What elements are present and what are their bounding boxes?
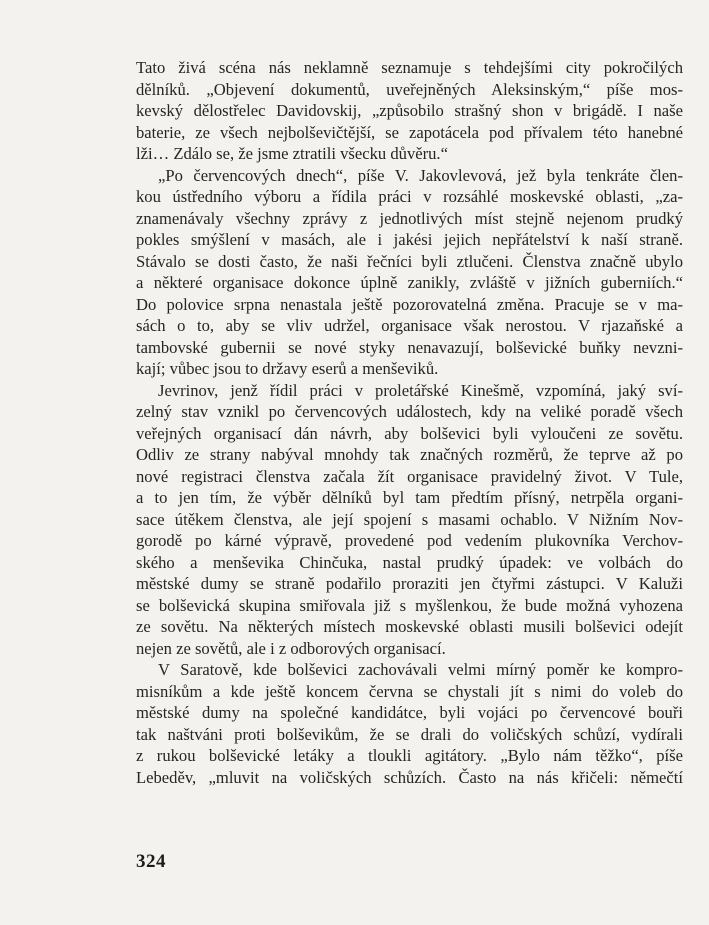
text-line: z rukou bolševické letáky a tloukli agitátory. „Bylo nám těžko“, píše	[136, 746, 683, 765]
text-line: ského a menševika Chinčuka, nastal prudký úpadek: ve volbách do	[136, 552, 683, 572]
text-line: a některé organisace dokonce úplně zanikly, zvláště v jižních guberniích.“	[136, 273, 683, 292]
text-line: sace útěkem členstva, ale její spojení s masami ochablo. V Nižním Nov-	[136, 509, 683, 529]
text-line: nejen ze sovětů, ale i z odborových organisací.	[136, 638, 446, 658]
text-line: Odliv ze strany nabýval mnohdy tak značných rozměrů, že teprve až po	[136, 445, 683, 464]
text-line: Jevrinov, jenž řídil práci v proletářské Kinešmě, vzpomíná, jaký sví-	[158, 380, 683, 400]
text-line: Tato živá scéna nás neklamně seznamuje s tehdejšími city pokročilých	[136, 58, 683, 77]
text-line: znamenávaly všechny zprávy z jednotlivých míst stejně nejenom prudký	[136, 208, 683, 228]
text-line: kají; vůbec jsou to državy eserů a menševiků.	[136, 359, 439, 378]
text-line: zelný stav vznikl po červencových událostech, kdy na veliké poradě všech	[136, 402, 683, 421]
text-line: městské dumy se straně podařilo proraziti jen čtyřmi zástupci. V Kaluži	[136, 574, 683, 593]
text-line: tambovské gubernii se nové styky nenavazují, bolševické buňky nevzni-	[136, 337, 683, 357]
text-line: se bolševická skupina smiřovala již s myšlenkou, že bude možná vyhozena	[136, 595, 683, 615]
text-line: městské dumy na společné kandidátce, byli vojáci po červencové bouři	[136, 703, 683, 722]
text-line: veřejných organisací dán návrh, aby bolševici byli vyloučeni ze sovětu.	[136, 423, 683, 443]
text-line: nové registraci členstva začala žít organisace pravidelný život. V Tule,	[136, 466, 683, 486]
text-line: kou ústředního výboru a řídila práci v rozsáhlé moskevské oblasti, „za-	[136, 187, 683, 206]
text-line: Stávalo se dosti často, že naši řečníci byli ztlučeni. Členstva značně ubylo	[136, 251, 683, 271]
text-line: a to jen tím, že výběr dělníků byl tam předtím přísný, netrpěla organi-	[136, 488, 683, 507]
text-line: lži… Zdálo se, že jsme ztratili všecku důvěru.“	[136, 144, 448, 163]
text-line: ze sovětu. Na některých místech moskevské oblasti musili bolševici odejít	[136, 617, 683, 636]
text-line: gorodě po kárné výpravě, provedené pod vedením plukovníka Verchov-	[136, 531, 683, 550]
text-line: Lebeděv, „mluvit na voličských schůzích. Často na nás křičeli: němečtí	[136, 767, 683, 787]
body-text	[136, 57, 683, 788]
page-number: 324	[136, 851, 166, 872]
text-line: Do polovice srpna nenastala ještě pozorovatelná změna. Pracuje se v ma-	[136, 294, 683, 314]
text-line: dělníků. „Objevení dokumentů, uveřejněných Aleksinským,“ píše mos-	[136, 79, 683, 99]
text-line: „Po červencových dnech“, píše V. Jakovlevová, jež byla tenkráte člen-	[158, 165, 683, 185]
text-line: pokles smýšlení v masách, ale i jakési jejich nepřátelství k naší straně.	[136, 230, 683, 249]
text-line: kevský dělostřelec Davidovskij, „způsobilo strašný shon v brigádě. I naše	[136, 101, 683, 120]
text-line: misníkům a kde ještě koncem června se chystali jít s nimi do voleb do	[136, 681, 683, 701]
text-line: V Saratově, kde bolševici zachovávali velmi mírný poměr ke kompro-	[158, 660, 683, 679]
text-line: tak naštváni proti bolševikům, že se drali do voličských schůzí, vydírali	[136, 724, 683, 744]
text-line: baterie, ze všech nejbolševičtější, se zapotácela pod přívalem této hanebné	[136, 122, 683, 142]
text-line: sách o to, aby se vliv udržel, organisace však nerostou. V rjazaňské a	[136, 316, 683, 335]
